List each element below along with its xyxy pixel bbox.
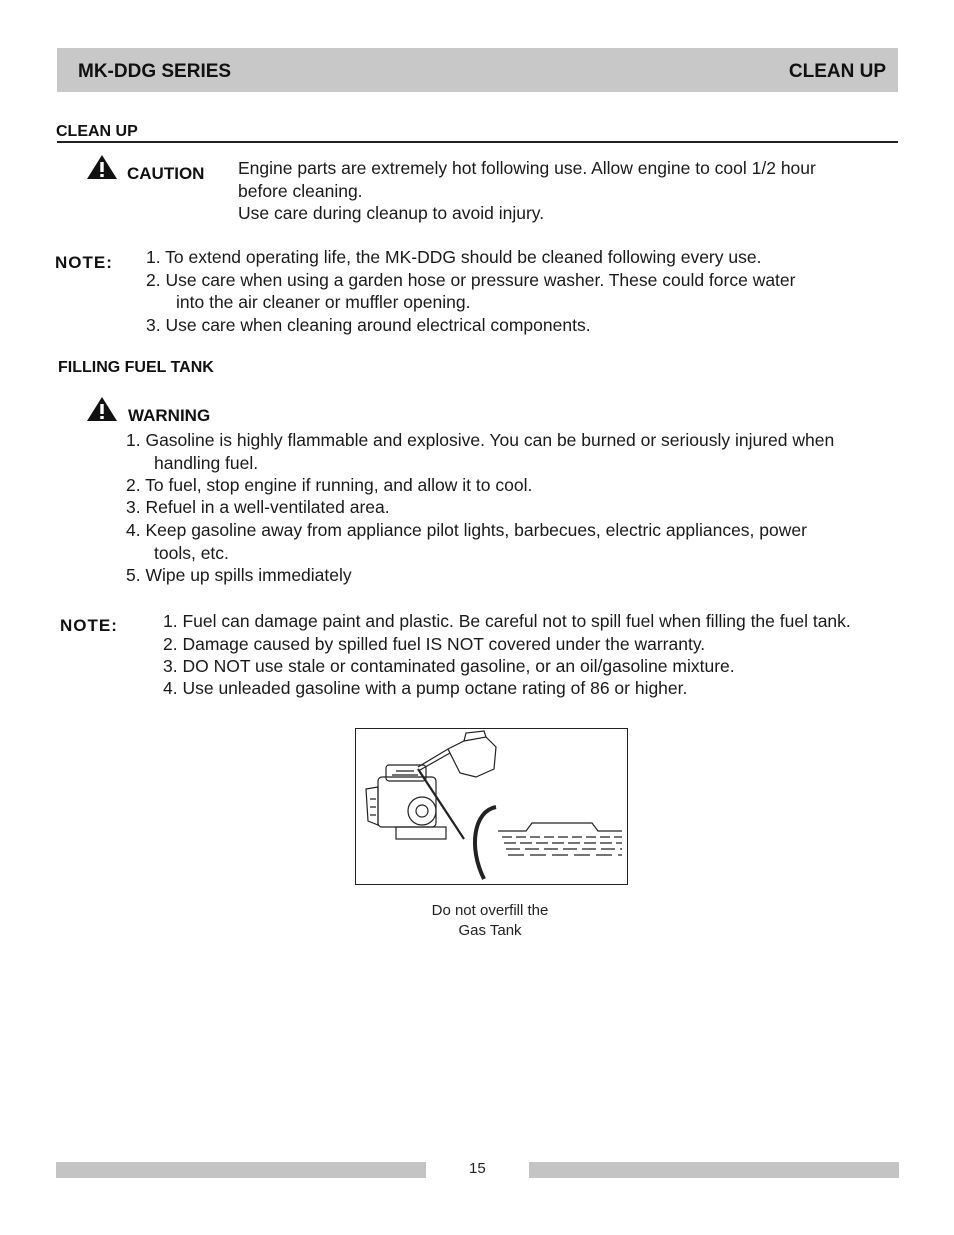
note-item: into the air cleaner or muffler opening.	[176, 292, 471, 312]
note-item: 3. DO NOT use stale or contaminated gasoline, or an oil/gasoline mixture.	[163, 656, 735, 676]
warning-item: 3. Refuel in a well-ventilated area.	[126, 497, 390, 517]
warning-item: 1. Gasoline is highly flammable and explosive. You can be burned or seriously injured when	[126, 430, 835, 450]
caption-line: Gas Tank	[458, 922, 522, 939]
footer-bar-right	[529, 1162, 899, 1178]
footer-bar-left	[56, 1162, 426, 1178]
warning-item: 5. Wipe up spills immediately	[126, 565, 352, 585]
section-title: CLEAN UP	[788, 61, 886, 82]
caption-line: Do not overfill the	[431, 902, 549, 919]
warning-triangle-icon	[86, 396, 118, 422]
note-item: 1. To extend operating life, the MK-DDG should be cleaned following every use.	[146, 247, 762, 267]
header-bar	[57, 48, 898, 92]
caution-line: Engine parts are extremely hot following use. Allow engine to cool 1/2 hour	[238, 158, 816, 178]
note-item: 2. Use care when using a garden hose or pressure washer. These could force water	[146, 270, 796, 290]
cleanup-heading: CLEAN UP	[56, 123, 138, 140]
warning-item: 2. To fuel, stop engine if running, and allow it to cool.	[126, 475, 533, 495]
series-title: MK-DDG SERIES	[78, 61, 232, 82]
figure-frame	[355, 728, 628, 885]
note-item: 2. Damage caused by spilled fuel IS NOT covered under the warranty.	[163, 634, 706, 654]
engine-refuel-illustration-icon	[356, 729, 626, 883]
warning-item: handling fuel.	[154, 453, 259, 473]
caution-label: CAUTION	[127, 164, 205, 183]
warning-item: tools, etc.	[154, 543, 229, 563]
warning-label: WARNING	[128, 406, 211, 425]
note-item: 4. Use unleaded gasoline with a pump octane rating of 86 or higher.	[163, 678, 688, 698]
note-item: 1. Fuel can damage paint and plastic. Be careful not to spill fuel when filling the fuel tank.	[163, 611, 851, 631]
heading-rule	[57, 141, 898, 143]
page-number: 15	[469, 1160, 486, 1177]
cleanup-note-label: NOTE:	[55, 253, 113, 272]
figure-caption	[390, 901, 590, 941]
caution-line: Use care during cleanup to avoid injury.	[238, 203, 545, 223]
caution-line: before cleaning.	[238, 181, 363, 201]
fuel-note-label: NOTE:	[60, 616, 118, 635]
warning-item: 4. Keep gasoline away from appliance pilot lights, barbecues, electric appliances, power	[126, 520, 807, 540]
fuel-heading: FILLING FUEL TANK	[58, 359, 214, 376]
note-item: 3. Use care when cleaning around electrical components.	[146, 315, 591, 335]
warning-triangle-icon	[86, 154, 118, 180]
